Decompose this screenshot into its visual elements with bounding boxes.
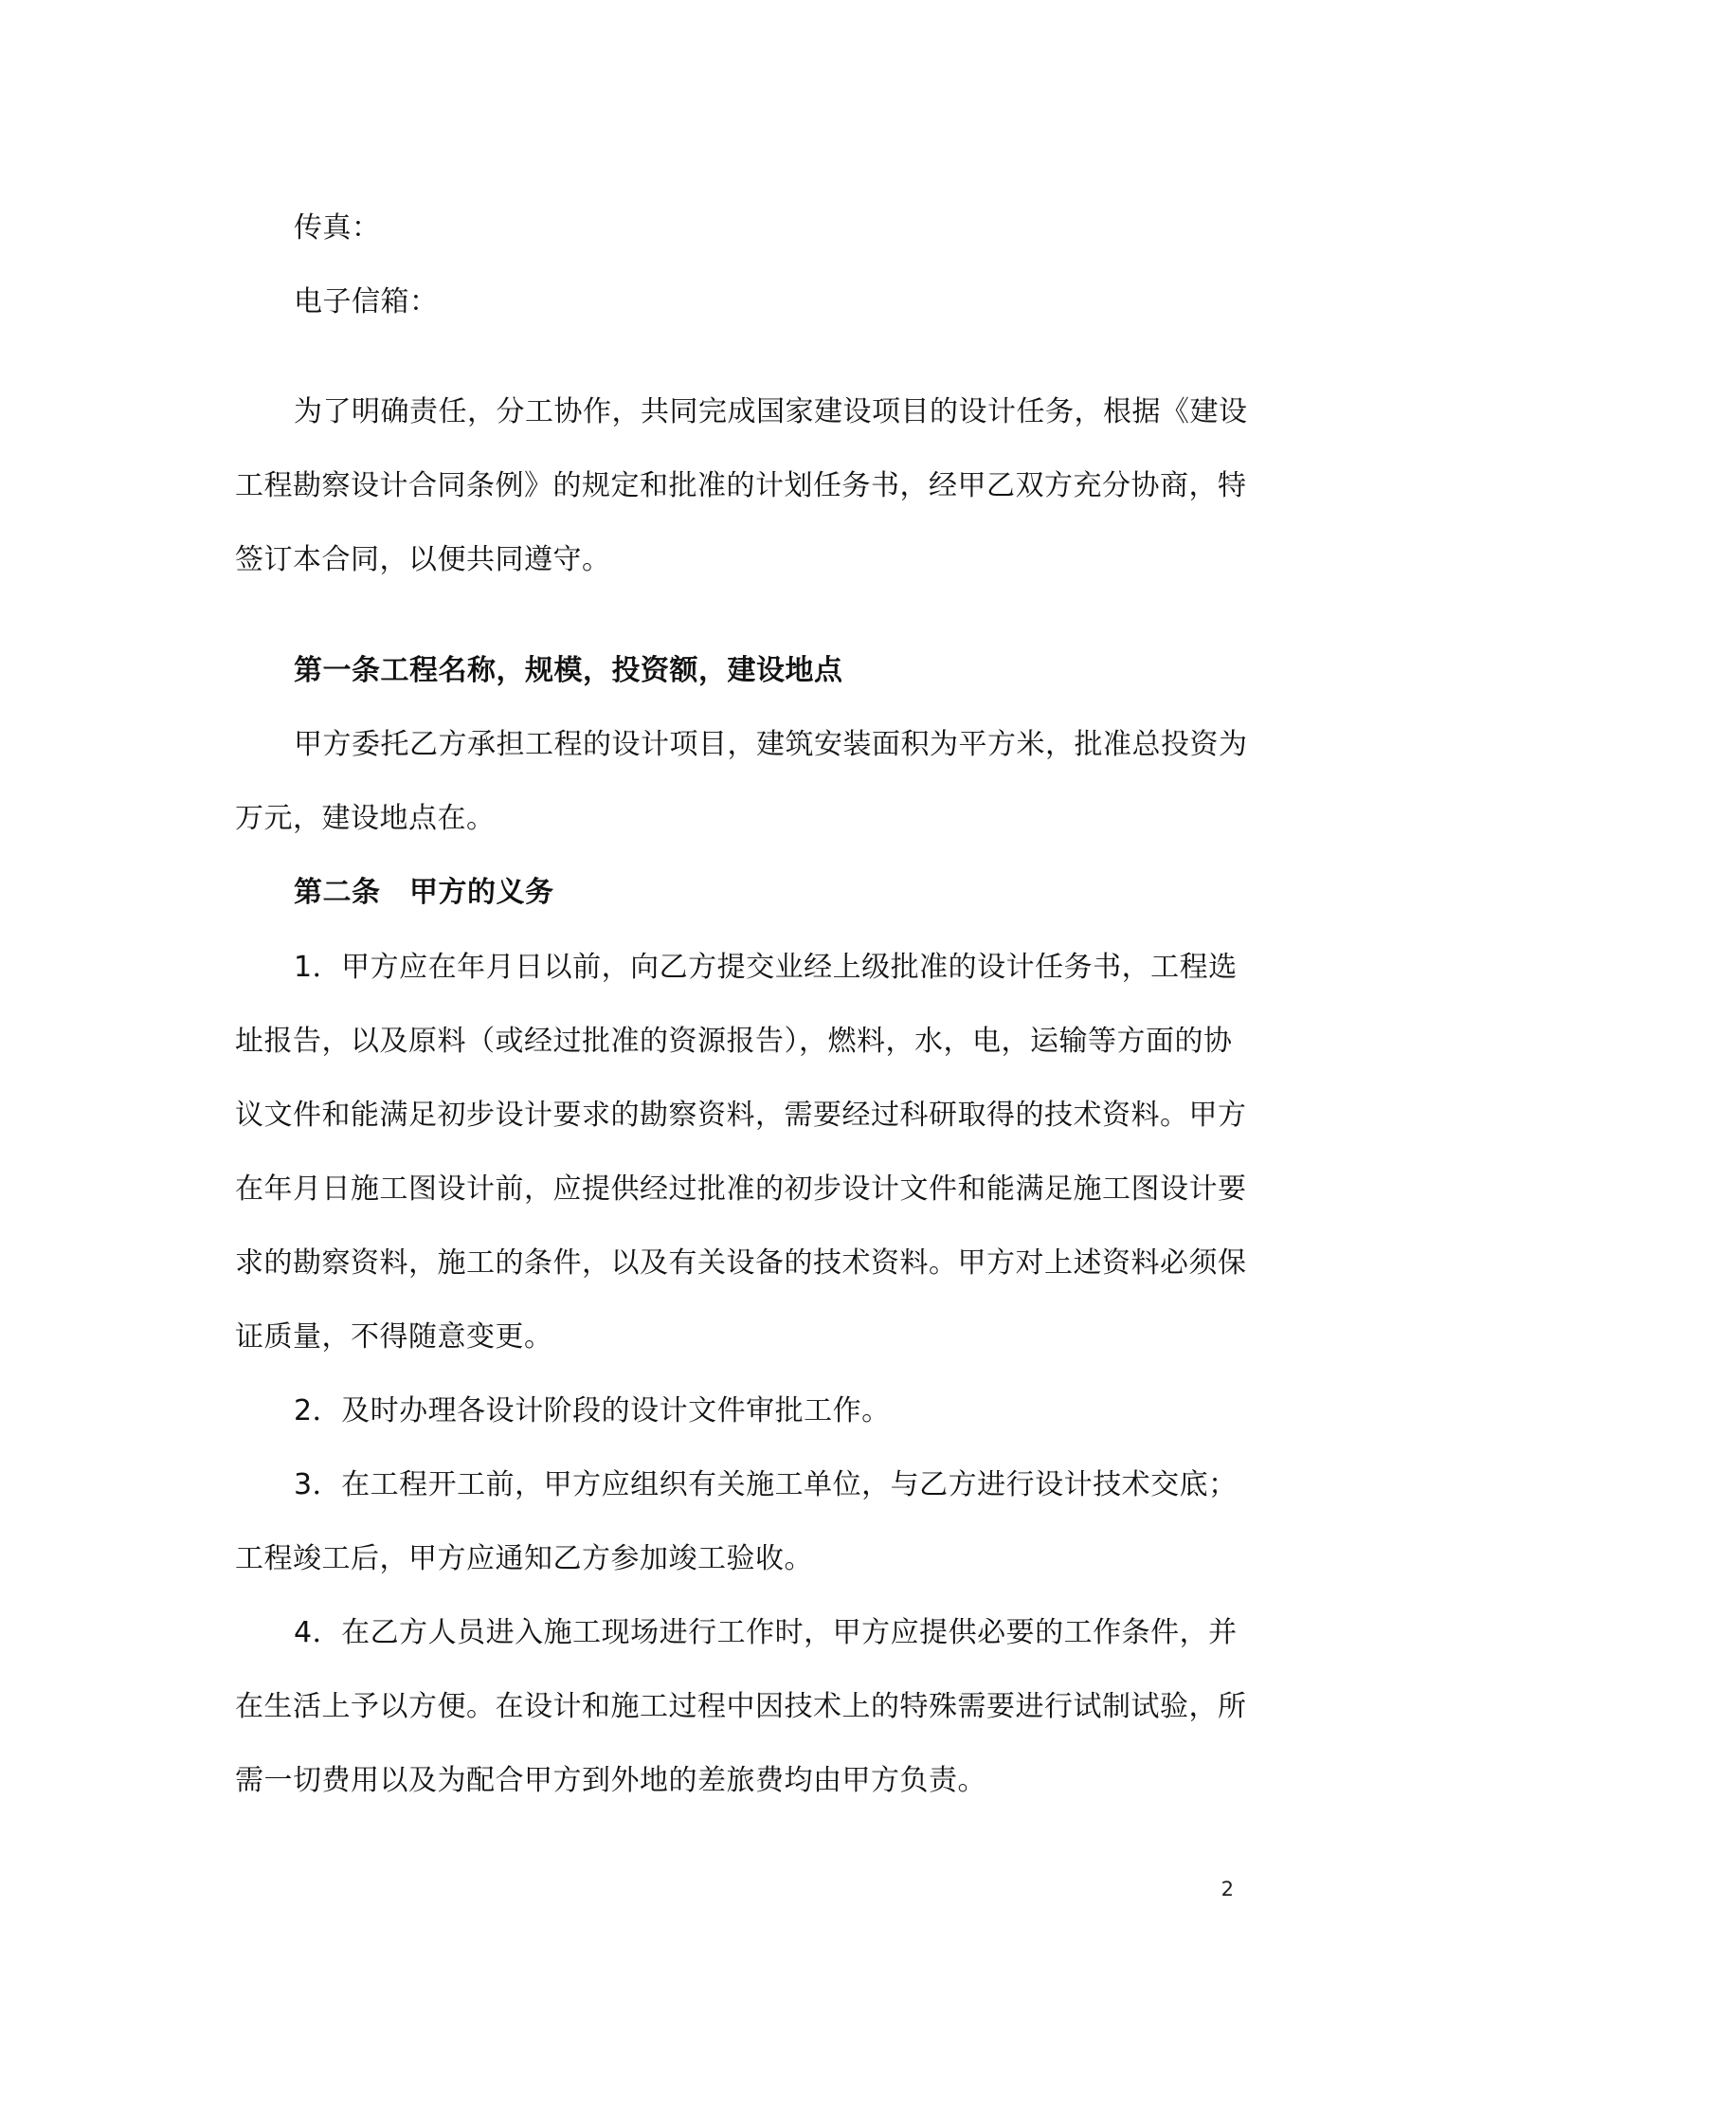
item-line: 在生活上予以方便。在设计和施工过程中因技术上的特殊需要进行试制试验，所 xyxy=(235,1690,1247,1723)
item-line: 3．在工程开工前，甲方应组织有关施工单位，与乙方进行设计技术交底； xyxy=(294,1468,1238,1501)
item-line: 需一切费用以及为配合甲方到外地的差旅费均由甲方负责。 xyxy=(235,1764,986,1797)
page-number: 2 xyxy=(1221,1878,1234,1900)
article-2-heading: 第二条 甲方的义务 xyxy=(294,876,554,909)
article-1-line: 甲方委托乙方承担工程的设计项目，建筑安装面积为平方米，批准总投资为 xyxy=(294,728,1248,761)
item-line: 议文件和能满足初步设计要求的勘察资料，需要经过科研取得的技术资料。甲方 xyxy=(235,1099,1247,1132)
preamble-line: 工程勘察设计合同条例》的规定和批准的计划任务书，经甲乙双方充分协商，特 xyxy=(235,469,1247,502)
email-label: 电子信箱： xyxy=(294,285,439,318)
preamble-line: 为了明确责任，分工协作，共同完成国家建设项目的设计任务，根据《建设 xyxy=(294,395,1248,428)
preamble-line: 签订本合同，以便共同遵守。 xyxy=(235,543,611,576)
article-1-heading: 第一条工程名称，规模，投资额，建设地点 xyxy=(294,654,843,687)
fax-label: 传真： xyxy=(294,211,381,245)
item-line: 求的勘察资料，施工的条件，以及有关设备的技术资料。甲方对上述资料必须保 xyxy=(235,1246,1247,1280)
item-line: 址报告，以及原料（或经过批准的资源报告），燃料，水，电，运输等方面的协 xyxy=(235,1025,1233,1058)
item-line: 1．甲方应在年月日以前，向乙方提交业经上级批准的设计任务书，工程选 xyxy=(294,951,1238,984)
item-line: 在年月日施工图设计前，应提供经过批准的初步设计文件和能满足施工图设计要 xyxy=(235,1173,1247,1206)
item-line: 证质量，不得随意变更。 xyxy=(235,1320,553,1354)
article-1-line: 万元，建设地点在。 xyxy=(235,802,496,835)
item-line: 4．在乙方人员进入施工现场进行工作时，甲方应提供必要的工作条件，并 xyxy=(294,1616,1238,1649)
item-line: 2．及时办理各设计阶段的设计文件审批工作。 xyxy=(294,1394,891,1427)
item-line: 工程竣工后，甲方应通知乙方参加竣工验收。 xyxy=(235,1542,813,1575)
